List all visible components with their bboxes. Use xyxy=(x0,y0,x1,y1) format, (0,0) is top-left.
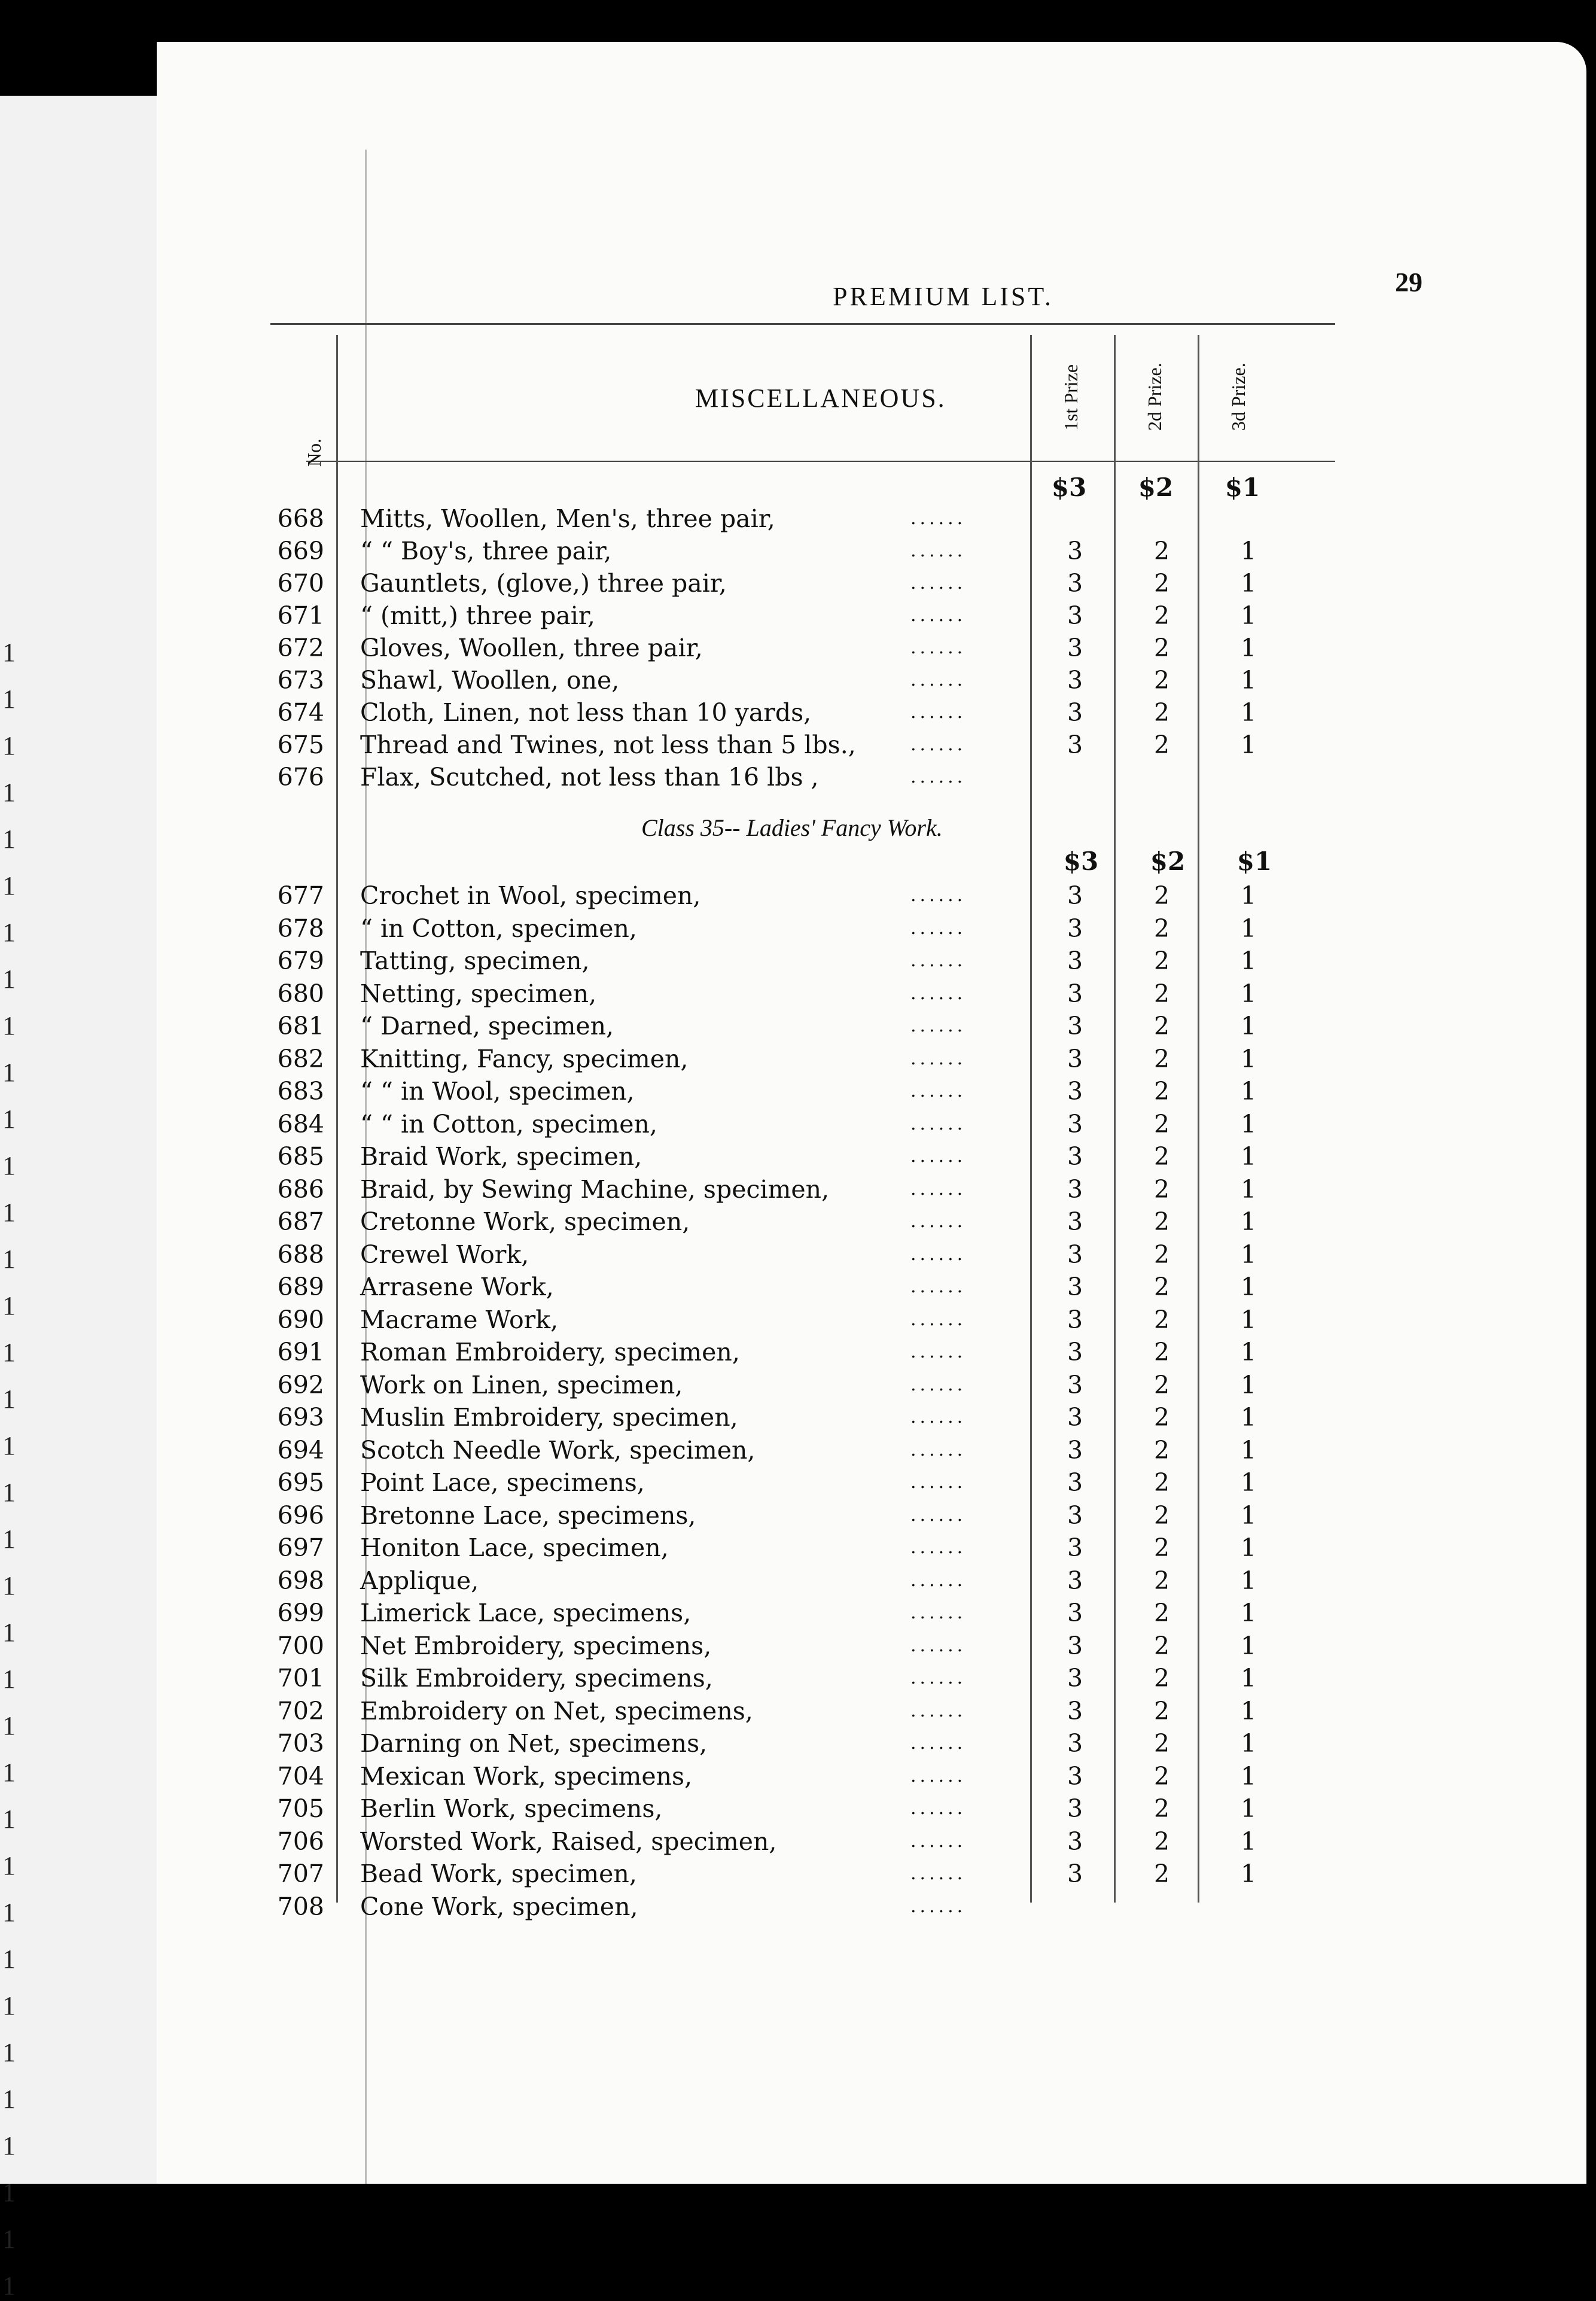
third-prize-value: 1 xyxy=(1240,1827,1257,1856)
second-prize-value: 2 xyxy=(1153,731,1170,759)
item-number: 675 xyxy=(277,731,324,759)
third-prize-value: 1 xyxy=(1240,1207,1257,1236)
leader-dots: ...... xyxy=(910,1015,967,1036)
document-page xyxy=(157,42,1586,2184)
item-number: 690 xyxy=(277,1305,324,1334)
previous-page-mark: 1 xyxy=(2,1384,16,1414)
header-bottom-rule xyxy=(306,461,1335,462)
second-prize-value: 2 xyxy=(1153,1631,1170,1660)
leader-dots: ...... xyxy=(910,917,967,939)
second-prize-value: 2 xyxy=(1153,1142,1170,1171)
leader-dots: ...... xyxy=(910,1830,967,1852)
first-prize-value: 3 xyxy=(1067,1435,1083,1465)
previous-page-mark: 1 xyxy=(2,1711,16,1740)
second-prize-value: 2 xyxy=(1153,1468,1170,1497)
number-column-rule xyxy=(336,335,338,1903)
item-number: 685 xyxy=(277,1142,324,1171)
second-prize-value: 2 xyxy=(1153,537,1170,565)
third-prize-value: 1 xyxy=(1240,1468,1257,1497)
third-prize-value: 1 xyxy=(1240,1240,1257,1269)
item-description: Gauntlets, (glove,) three pair, xyxy=(360,569,727,598)
second-prize-value: 2 xyxy=(1153,1664,1170,1693)
previous-page-mark: 1 xyxy=(2,2224,16,2254)
first-prize-value: 3 xyxy=(1067,1533,1083,1562)
money-second-prize-class35: $2 xyxy=(1150,847,1186,876)
previous-page-mark: 1 xyxy=(2,2178,16,2207)
third-prize-value: 1 xyxy=(1240,1370,1257,1399)
first-prize-value: 3 xyxy=(1067,979,1083,1008)
item-description: Cloth, Linen, not less than 10 yards, xyxy=(360,698,812,727)
second-prize-value: 2 xyxy=(1153,601,1170,630)
item-number: 689 xyxy=(277,1273,324,1301)
leader-dots: ...... xyxy=(910,1798,967,1819)
third-prize-value: 1 xyxy=(1240,1174,1257,1204)
item-description: Darning on Net, specimens, xyxy=(360,1729,708,1758)
item-number: 699 xyxy=(277,1599,324,1627)
leader-dots: ...... xyxy=(910,1374,967,1395)
leader-dots: ...... xyxy=(910,885,967,906)
third-prize-value: 1 xyxy=(1240,1599,1257,1627)
leader-dots: ...... xyxy=(910,1700,967,1721)
leader-dots: ...... xyxy=(910,1537,967,1558)
first-prize-column-rule xyxy=(1030,335,1032,1903)
first-prize-value: 3 xyxy=(1067,1794,1083,1823)
first-prize-value: 3 xyxy=(1067,1664,1083,1693)
leader-dots: ...... xyxy=(910,1863,967,1884)
item-number: 703 xyxy=(277,1729,324,1758)
previous-page-mark: 1 xyxy=(2,1898,16,1927)
item-number: 705 xyxy=(277,1794,324,1823)
item-number: 672 xyxy=(277,634,324,662)
money-first-prize: $3 xyxy=(1051,473,1087,502)
leader-dots: ...... xyxy=(910,1243,967,1265)
previous-page-mark: 1 xyxy=(2,1991,16,2020)
item-description: “ Darned, specimen, xyxy=(360,1012,614,1040)
item-number: 687 xyxy=(277,1207,324,1236)
item-description: Thread and Twines, not less than 5 lbs., xyxy=(360,731,856,759)
previous-page-mark: 1 xyxy=(2,1151,16,1180)
leader-dots: ...... xyxy=(910,1733,967,1754)
leader-dots: ...... xyxy=(910,573,967,593)
second-prize-value: 2 xyxy=(1153,666,1170,695)
second-prize-value: 2 xyxy=(1153,1696,1170,1725)
second-prize-value: 2 xyxy=(1153,698,1170,727)
item-number: 676 xyxy=(277,763,324,792)
class-heading-ladies-fancy-work: Class 35-- Ladies' Fancy Work. xyxy=(641,814,943,841)
previous-page-mark: 1 xyxy=(2,778,16,807)
first-prize-value: 3 xyxy=(1067,914,1083,943)
col-head-number: No. xyxy=(303,438,325,467)
second-prize-value: 2 xyxy=(1153,1338,1170,1366)
third-prize-value: 1 xyxy=(1240,881,1257,910)
third-prize-value: 1 xyxy=(1240,1403,1257,1432)
item-description: Applique, xyxy=(360,1566,479,1595)
first-prize-value: 3 xyxy=(1067,1044,1083,1073)
leader-dots: ...... xyxy=(910,950,967,971)
first-prize-value: 3 xyxy=(1067,1761,1083,1791)
first-prize-value: 3 xyxy=(1067,1500,1083,1530)
leader-dots: ...... xyxy=(910,637,967,658)
second-prize-value: 2 xyxy=(1153,1827,1170,1856)
third-prize-value: 1 xyxy=(1240,1664,1257,1693)
second-prize-value: 2 xyxy=(1153,1403,1170,1432)
item-number: 680 xyxy=(277,979,324,1008)
item-number: 695 xyxy=(277,1468,324,1497)
second-prize-value: 2 xyxy=(1153,1207,1170,1236)
first-prize-value: 3 xyxy=(1067,1207,1083,1236)
third-prize-value: 1 xyxy=(1240,1761,1257,1791)
leader-dots: ...... xyxy=(910,1407,967,1428)
item-number: 702 xyxy=(277,1696,324,1725)
second-prize-value: 2 xyxy=(1153,1729,1170,1758)
item-description: Point Lace, specimens, xyxy=(360,1468,645,1497)
leader-dots: ...... xyxy=(910,1276,967,1297)
item-number: 688 xyxy=(277,1240,324,1269)
second-prize-value: 2 xyxy=(1153,979,1170,1008)
item-description: “ “ in Cotton, specimen, xyxy=(360,1109,657,1139)
first-prize-value: 3 xyxy=(1067,1370,1083,1399)
item-number: 669 xyxy=(277,537,324,565)
item-description: Braid, by Sewing Machine, specimen, xyxy=(360,1174,830,1204)
item-number: 704 xyxy=(277,1761,324,1791)
item-number: 698 xyxy=(277,1566,324,1595)
third-prize-value: 1 xyxy=(1240,914,1257,943)
previous-page-mark: 1 xyxy=(2,1011,16,1040)
item-description: “ (mitt,) three pair, xyxy=(360,601,595,630)
previous-page-mark: 1 xyxy=(2,1664,16,1694)
previous-page-mark: 1 xyxy=(2,1804,16,1834)
item-number: 670 xyxy=(277,569,324,598)
second-prize-value: 2 xyxy=(1153,1794,1170,1823)
item-number: 674 xyxy=(277,698,324,727)
first-prize-value: 3 xyxy=(1067,1338,1083,1366)
item-description: Bead Work, specimen, xyxy=(360,1859,637,1888)
second-prize-value: 2 xyxy=(1153,1044,1170,1073)
previous-page-mark: 1 xyxy=(2,918,16,947)
second-prize-value: 2 xyxy=(1153,1174,1170,1204)
leader-dots: ...... xyxy=(910,1146,967,1167)
leader-dots: ...... xyxy=(910,734,967,755)
item-description: “ “ Boy's, three pair, xyxy=(360,537,612,565)
second-prize-value: 2 xyxy=(1153,881,1170,910)
leader-dots: ...... xyxy=(910,1472,967,1493)
third-prize-value: 1 xyxy=(1240,537,1257,565)
item-number: 706 xyxy=(277,1827,324,1856)
third-prize-value: 1 xyxy=(1240,1500,1257,1530)
previous-page-mark: 1 xyxy=(2,1618,16,1647)
leader-dots: ...... xyxy=(910,1341,967,1362)
first-prize-value: 3 xyxy=(1067,1403,1083,1432)
item-description: Scotch Needle Work, specimen, xyxy=(360,1435,756,1465)
previous-page-mark: 1 xyxy=(2,1244,16,1274)
leader-dots: ...... xyxy=(910,1569,967,1591)
first-prize-value: 3 xyxy=(1067,1174,1083,1204)
item-number: 707 xyxy=(277,1859,324,1888)
first-prize-value: 3 xyxy=(1067,698,1083,727)
money-second-prize: $2 xyxy=(1138,473,1174,502)
leader-dots: ...... xyxy=(910,982,967,1004)
second-prize-value: 2 xyxy=(1153,1533,1170,1562)
item-number: 668 xyxy=(277,504,324,533)
item-number: 697 xyxy=(277,1533,324,1562)
previous-page-mark: 1 xyxy=(2,1338,16,1367)
second-prize-value: 2 xyxy=(1153,1599,1170,1627)
item-description: Arrasene Work, xyxy=(360,1273,554,1301)
item-description: “ “ in Wool, specimen, xyxy=(360,1077,635,1106)
leader-dots: ...... xyxy=(910,1113,967,1134)
first-prize-value: 3 xyxy=(1067,1729,1083,1758)
item-number: 679 xyxy=(277,946,324,975)
item-description: Silk Embroidery, specimens, xyxy=(360,1664,713,1693)
item-description: Braid Work, specimen, xyxy=(360,1142,642,1171)
second-prize-value: 2 xyxy=(1153,946,1170,975)
second-prize-value: 2 xyxy=(1153,1370,1170,1399)
second-prize-value: 2 xyxy=(1153,1566,1170,1595)
item-number: 684 xyxy=(277,1109,324,1139)
item-number: 678 xyxy=(277,914,324,943)
leader-dots: ...... xyxy=(910,1895,967,1917)
second-prize-value: 2 xyxy=(1153,1109,1170,1139)
first-prize-value: 3 xyxy=(1067,666,1083,695)
third-prize-value: 1 xyxy=(1240,946,1257,975)
previous-page-mark: 1 xyxy=(2,2271,16,2300)
third-prize-value: 1 xyxy=(1240,1859,1257,1888)
item-number: 677 xyxy=(277,881,324,910)
previous-page-mark: 1 xyxy=(2,2038,16,2067)
item-number: 683 xyxy=(277,1077,324,1106)
item-number: 691 xyxy=(277,1338,324,1366)
first-prize-value: 3 xyxy=(1067,1859,1083,1888)
previous-page-mark: 1 xyxy=(2,1104,16,1134)
previous-page-mark: 1 xyxy=(2,1524,16,1554)
third-prize-value: 1 xyxy=(1240,1109,1257,1139)
leader-dots: ...... xyxy=(910,508,967,529)
third-prize-value: 1 xyxy=(1240,1077,1257,1106)
item-number: 708 xyxy=(277,1892,324,1921)
third-prize-value: 1 xyxy=(1240,569,1257,598)
item-description: Cretonne Work, specimen, xyxy=(360,1207,690,1236)
item-number: 701 xyxy=(277,1664,324,1693)
previous-page-mark: 1 xyxy=(2,1478,16,1507)
third-prize-value: 1 xyxy=(1240,1566,1257,1595)
second-prize-value: 2 xyxy=(1153,1077,1170,1106)
leader-dots: ...... xyxy=(910,1635,967,1656)
item-description: Mexican Work, specimens, xyxy=(360,1761,693,1791)
second-prize-value: 2 xyxy=(1153,1761,1170,1791)
item-description: Muslin Embroidery, specimen, xyxy=(360,1403,738,1432)
leader-dots: ...... xyxy=(910,540,967,561)
second-prize-value: 2 xyxy=(1153,1859,1170,1888)
item-description: Limerick Lace, specimens, xyxy=(360,1599,692,1627)
previous-page-mark: 1 xyxy=(2,1431,16,1460)
first-prize-value: 3 xyxy=(1067,634,1083,662)
leader-dots: ...... xyxy=(910,1211,967,1232)
item-description: Netting, specimen, xyxy=(360,979,597,1008)
third-prize-value: 1 xyxy=(1240,634,1257,662)
leader-dots: ...... xyxy=(910,1765,967,1786)
item-description: Gloves, Woollen, three pair, xyxy=(360,634,703,662)
leader-dots: ...... xyxy=(910,766,967,787)
item-description: Berlin Work, specimens, xyxy=(360,1794,663,1823)
previous-page-mark: 1 xyxy=(2,964,16,994)
item-description: Shawl, Woollen, one, xyxy=(360,666,620,695)
first-prize-value: 3 xyxy=(1067,1240,1083,1269)
previous-page-mark: 1 xyxy=(2,1758,16,1787)
previous-page-mark: 1 xyxy=(2,824,16,854)
previous-page-mark: 1 xyxy=(2,2131,16,2160)
page-number: 29 xyxy=(1395,267,1423,297)
third-prize-value: 1 xyxy=(1240,1338,1257,1366)
leader-dots: ...... xyxy=(910,1667,967,1688)
previous-page-mark: 1 xyxy=(2,731,16,760)
item-number: 700 xyxy=(277,1631,324,1660)
third-prize-value: 1 xyxy=(1240,1012,1257,1040)
third-prize-value: 1 xyxy=(1240,1631,1257,1660)
item-description: Crewel Work, xyxy=(360,1240,529,1269)
first-prize-value: 3 xyxy=(1067,601,1083,630)
third-prize-value: 1 xyxy=(1240,979,1257,1008)
item-description: Roman Embroidery, specimen, xyxy=(360,1338,740,1366)
second-prize-value: 2 xyxy=(1153,569,1170,598)
second-prize-value: 2 xyxy=(1153,1012,1170,1040)
item-description: Cone Work, specimen, xyxy=(360,1892,638,1921)
second-prize-value: 2 xyxy=(1153,1500,1170,1530)
leader-dots: ...... xyxy=(910,1081,967,1101)
previous-page-mark: 1 xyxy=(2,1851,16,1880)
item-number: 693 xyxy=(277,1403,324,1432)
leader-dots: ...... xyxy=(910,1439,967,1460)
first-prize-value: 3 xyxy=(1067,1696,1083,1725)
previous-page xyxy=(0,96,159,2300)
money-first-prize-class35: $3 xyxy=(1063,847,1099,876)
first-prize-value: 3 xyxy=(1067,1273,1083,1301)
item-number: 681 xyxy=(277,1012,324,1040)
third-prize-value: 1 xyxy=(1240,1696,1257,1725)
first-prize-value: 3 xyxy=(1067,569,1083,598)
first-prize-value: 3 xyxy=(1067,1599,1083,1627)
third-prize-value: 1 xyxy=(1240,601,1257,630)
item-description: Crochet in Wool, specimen, xyxy=(360,881,701,910)
previous-page-mark: 1 xyxy=(2,1058,16,1087)
item-number: 673 xyxy=(277,666,324,695)
item-number: 692 xyxy=(277,1370,324,1399)
first-prize-value: 3 xyxy=(1067,1109,1083,1139)
item-number: 682 xyxy=(277,1044,324,1073)
leader-dots: ...... xyxy=(910,1178,967,1200)
leader-dots: ...... xyxy=(910,605,967,626)
first-prize-value: 3 xyxy=(1067,537,1083,565)
first-prize-value: 3 xyxy=(1067,1142,1083,1171)
third-prize-value: 1 xyxy=(1240,666,1257,695)
first-prize-value: 3 xyxy=(1067,1012,1083,1040)
first-prize-value: 3 xyxy=(1067,946,1083,975)
leader-dots: ...... xyxy=(910,1504,967,1526)
col-head-first-prize: 1st Prize xyxy=(1060,364,1082,431)
previous-page-mark: 1 xyxy=(2,1944,16,1974)
third-prize-value: 1 xyxy=(1240,731,1257,759)
first-prize-value: 3 xyxy=(1067,1566,1083,1595)
first-prize-value: 3 xyxy=(1067,1468,1083,1497)
item-description: “ in Cotton, specimen, xyxy=(360,914,637,943)
item-number: 694 xyxy=(277,1435,324,1465)
leader-dots: ...... xyxy=(910,1048,967,1069)
previous-page-mark: 1 xyxy=(2,684,16,714)
second-prize-value: 2 xyxy=(1153,1273,1170,1301)
section-title-miscellaneous: MISCELLANEOUS. xyxy=(695,384,946,413)
item-number: 696 xyxy=(277,1500,324,1530)
item-description: Knitting, Fancy, specimen, xyxy=(360,1044,689,1073)
col-head-second-prize: 2d Prize. xyxy=(1144,363,1165,431)
leader-dots: ...... xyxy=(910,1602,967,1623)
item-description: Bretonne Lace, specimens, xyxy=(360,1500,696,1530)
item-description: Mitts, Woollen, Men's, three pair, xyxy=(360,504,775,533)
third-prize-value: 1 xyxy=(1240,1044,1257,1073)
previous-page-mark: 1 xyxy=(2,1291,16,1320)
first-prize-value: 3 xyxy=(1067,731,1083,759)
previous-page-mark: 1 xyxy=(2,1198,16,1227)
item-description: Macrame Work, xyxy=(360,1305,559,1334)
second-prize-value: 2 xyxy=(1153,1240,1170,1269)
item-description: Net Embroidery, specimens, xyxy=(360,1631,712,1660)
third-prize-value: 1 xyxy=(1240,1142,1257,1171)
third-prize-value: 1 xyxy=(1240,1794,1257,1823)
first-prize-value: 3 xyxy=(1067,1631,1083,1660)
second-prize-value: 2 xyxy=(1153,1435,1170,1465)
running-head: PREMIUM LIST. xyxy=(833,282,1053,311)
previous-page-mark: 1 xyxy=(2,2084,16,2114)
leader-dots: ...... xyxy=(910,702,967,723)
first-prize-value: 3 xyxy=(1067,1077,1083,1106)
third-prize-value: 1 xyxy=(1240,1305,1257,1334)
third-prize-value: 1 xyxy=(1240,1533,1257,1562)
item-description: Flax, Scutched, not less than 16 lbs , xyxy=(360,763,819,792)
second-prize-column-rule xyxy=(1114,335,1116,1903)
previous-page-mark: 1 xyxy=(2,638,16,667)
item-number: 686 xyxy=(277,1174,324,1204)
first-prize-value: 3 xyxy=(1067,1305,1083,1334)
table-top-rule xyxy=(270,323,1335,325)
first-prize-value: 3 xyxy=(1067,881,1083,910)
money-third-prize-class35: $1 xyxy=(1236,847,1272,876)
second-prize-value: 2 xyxy=(1153,914,1170,943)
first-prize-value: 3 xyxy=(1067,1827,1083,1856)
third-prize-value: 1 xyxy=(1240,698,1257,727)
col-head-third-prize: 3d Prize. xyxy=(1228,363,1249,431)
second-prize-value: 2 xyxy=(1153,1305,1170,1334)
item-description: Honiton Lace, specimen, xyxy=(360,1533,669,1562)
third-prize-value: 1 xyxy=(1240,1273,1257,1301)
third-prize-column-rule xyxy=(1198,335,1199,1903)
third-prize-value: 1 xyxy=(1240,1729,1257,1758)
leader-dots: ...... xyxy=(910,1308,967,1330)
third-prize-value: 1 xyxy=(1240,1435,1257,1465)
item-number: 671 xyxy=(277,601,324,630)
item-description: Worsted Work, Raised, specimen, xyxy=(360,1827,777,1856)
second-prize-value: 2 xyxy=(1153,634,1170,662)
previous-page-mark: 1 xyxy=(2,871,16,900)
item-description: Work on Linen, specimen, xyxy=(360,1370,683,1399)
item-description: Embroidery on Net, specimens, xyxy=(360,1696,753,1725)
item-description: Tatting, specimen, xyxy=(360,946,590,975)
previous-page-mark: 1 xyxy=(2,1571,16,1600)
money-third-prize: $1 xyxy=(1225,473,1260,502)
leader-dots: ...... xyxy=(910,669,967,690)
